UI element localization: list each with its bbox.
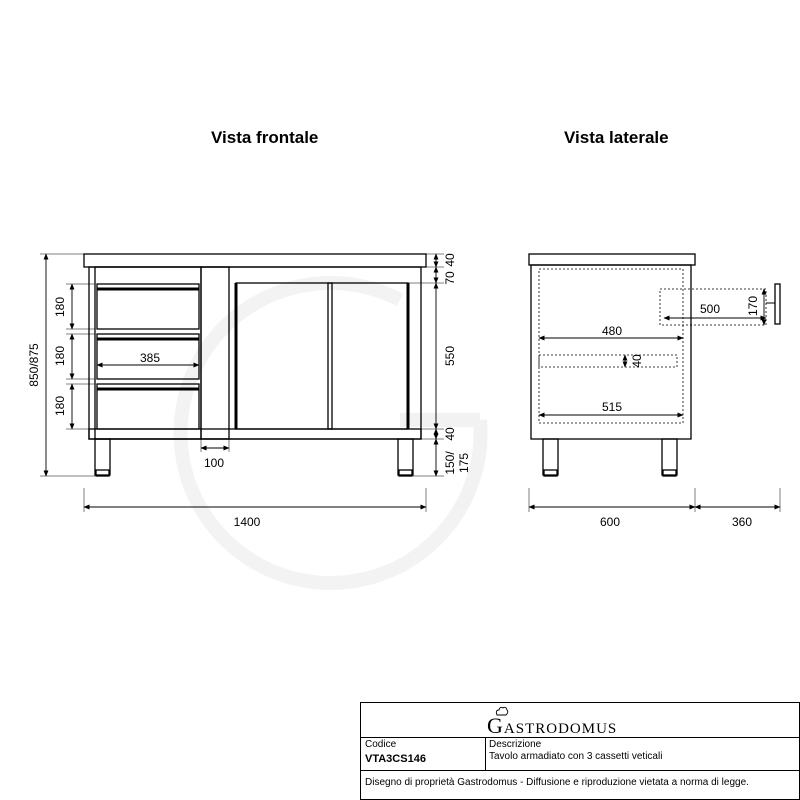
dim-180-c: 180 — [53, 395, 67, 417]
dim-150-175-a: 150/ — [443, 451, 457, 475]
brand-logo — [487, 713, 617, 739]
brand-rest: ASTRODOMUS — [503, 721, 618, 737]
front-view-title: Vista frontale — [211, 128, 319, 147]
dim-515: 515 — [601, 400, 623, 414]
brand-initial: G — [487, 713, 504, 738]
dim-40-bottom: 40 — [443, 427, 457, 441]
dim-1400: 1400 — [233, 515, 261, 529]
dim-550: 550 — [443, 345, 457, 367]
dim-40-top: 40 — [443, 253, 457, 267]
front-bottom-shelf — [89, 429, 421, 439]
code-label: Codice — [365, 739, 397, 750]
side-view-title: Vista laterale — [564, 128, 669, 147]
side-shelf-dashed — [539, 355, 677, 367]
title-block-divider-2 — [361, 770, 799, 771]
dim-600: 600 — [599, 515, 621, 529]
drawer-1 — [97, 284, 199, 329]
dim-100: 100 — [203, 456, 225, 470]
side-dimensions — [529, 289, 780, 512]
dim-70: 70 — [443, 271, 457, 285]
drawer-handle — [775, 284, 780, 324]
dim-850-875: 850/875 — [27, 343, 41, 387]
dim-480: 480 — [601, 324, 623, 338]
dim-360: 360 — [731, 515, 753, 529]
front-top-slab — [84, 254, 426, 267]
dim-500: 500 — [699, 302, 721, 316]
title-block-divider — [361, 737, 799, 738]
dim-180-a: 180 — [53, 296, 67, 318]
title-block-vsep — [485, 737, 486, 770]
side-view — [529, 254, 780, 476]
description-label: Descrizione — [489, 739, 542, 750]
side-top-slab — [529, 254, 695, 265]
title-block — [360, 702, 800, 800]
dim-170: 170 — [746, 295, 760, 317]
dim-150-175-b: 175 — [457, 452, 471, 474]
ownership-notice: Disegno di proprietà Gastrodomus - Diffusione e riproduzione vietata a norma di legge. — [365, 777, 749, 788]
code-value: VTA3CS146 — [365, 753, 426, 765]
dim-180-b: 180 — [53, 345, 67, 367]
dim-40-side: 40 — [630, 354, 644, 368]
description-value: Tavolo armadiato con 3 cassetti veticali — [489, 751, 663, 762]
dim-385: 385 — [139, 351, 161, 365]
